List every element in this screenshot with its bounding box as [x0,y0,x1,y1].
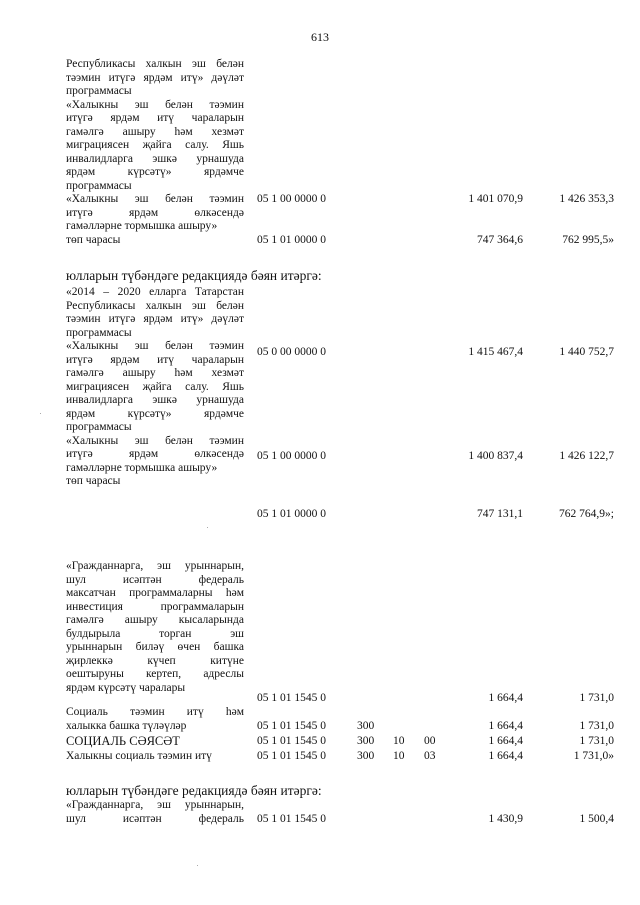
text-line: «Гражданнарга, эш урыннарын, [66,560,244,572]
text-line: урыннарын биләү өчен башка [66,641,244,653]
section-code: 10 [393,735,405,747]
target-code: 05 1 01 1545 0 [257,735,326,747]
amount-2019: 1 415 467,4 [468,346,523,358]
text-line: программасы [66,85,132,97]
social-security-label: Халыкны социаль тәэмин итү [66,750,212,762]
amount-2019: 1 664,4 [488,750,523,762]
amount-2020: 1 731,0 [579,692,614,704]
text-line: оештыруны кертеп, адреслы [66,668,244,680]
text-line: «Халыкны эш белән тәэмин [66,98,244,111]
text-line: максатчан программаларны һәм [66,587,244,599]
instruction-text: юлларын түбәндәге редакциядә бәян итәргә: [66,268,322,283]
scan-speck [207,527,208,528]
text-line: булдырыла торган эш [66,627,244,640]
amount-2020: 1 500,4 [579,813,614,825]
text-line: программасы [66,326,132,339]
social-policy-label: СОЦИАЛЬ СӘЯСӘТ [66,734,180,748]
block1-description [66,58,244,247]
target-code: 05 1 01 1545 0 [257,813,326,825]
block2-description [66,286,244,489]
amount-2019: 1 664,4 [488,735,523,747]
expense-type-code: 300 [357,720,375,732]
subsection-code: 00 [424,735,436,747]
text-line: гамәлләрне тормышка ашыру» [66,220,218,232]
target-code: 05 1 01 1545 0 [257,750,326,762]
target-code: 05 1 00 0000 0 [257,450,326,462]
text-line: инвестиция программаларын [66,600,244,613]
amount-2020: 1 426 122,7 [559,450,614,462]
text-line: «Халыкны эш белән тәэмин [66,434,244,447]
target-code: 05 1 01 0000 0 [257,234,326,246]
text-line: «Халыкны эш белән тәэмин [66,340,244,352]
block4-description [66,799,244,826]
text-line: шул исәптән федераль [66,812,244,825]
text-line: итүгә ярдәм өлкәсендә [66,206,244,219]
amount-2020: 1 731,0» [573,750,614,762]
scan-speck [197,865,198,866]
block3-description [66,560,244,695]
amount-2020: 1 731,0 [579,735,614,747]
amount-2019: 1 400 837,4 [468,450,523,462]
amount-2019: 1 664,4 [488,692,523,704]
amount-2020: 762 764,9»; [559,508,614,520]
text-line: программасы [66,421,132,433]
text-line: төп чарасы [66,475,121,487]
text-line: гамәлгә ашыру һәм хезмәт [66,125,244,138]
amount-2019: 1 401 070,9 [468,193,523,205]
text-line: Республикасы халкын эш белән [66,58,244,70]
subsection-code: 03 [424,750,436,762]
text-line: итүгә ярдәм итү чараларын [66,353,244,366]
text-line: Социаль тәэмин итү һәм [66,706,244,718]
amount-2019: 1 430,9 [488,813,523,825]
amount-2020: 1 440 752,7 [559,346,614,358]
expense-type-code: 300 [357,735,375,747]
text-line: итүгә ярдәм итү чараларын [66,112,244,124]
text-line: инвалидларга эшкә урнашуда [66,152,244,165]
instruction-text: юлларын түбәндәге редакциядә бәян итәргә: [66,783,322,798]
text-line: төп чарасы [66,233,121,246]
text-line: инвалидларга эшкә урнашуда [66,394,244,406]
text-line: гамәлгә ашыру һәм хезмәт [66,367,244,379]
text-line: программасы [66,179,132,192]
text-line: халыкка башка түләүләр [66,719,187,732]
scan-speck [40,413,41,414]
section-code: 10 [393,750,405,762]
text-line: миграциясен җайга салу. Яшь [66,139,244,151]
text-line: «Гражданнарга, эш урыннарын, [66,799,244,811]
social-payments-description [66,706,244,733]
text-line: шул исәптән федераль [66,573,244,586]
text-line: җирлеккә күчеп китүне [66,654,244,667]
target-code: 05 1 00 0000 0 [257,193,326,205]
text-line: миграциясен җайга салу. Яшь [66,380,244,393]
amount-2019: 747 131,1 [477,508,523,520]
text-line: ярдәм күрсәтү чаралары [66,681,186,694]
amount-2020: 1 731,0 [579,720,614,732]
target-code: 05 0 00 0000 0 [257,346,326,358]
text-line: тәэмин итүгә ярдәм итү» дәүләт [66,71,244,84]
amount-2019: 1 664,4 [488,720,523,732]
text-line: гамәлләрне тормышка ашыру» [66,461,218,474]
target-code: 05 1 01 0000 0 [257,508,326,520]
text-line: «2014 – 2020 елларга Татарстан [66,286,244,298]
text-line: ярдәм күрсәтү» ярдәмче [66,166,244,178]
text-line: ярдәм күрсәтү» ярдәмче [66,407,244,420]
target-code: 05 1 01 1545 0 [257,720,326,732]
amount-2020: 1 426 353,3 [559,193,614,205]
target-code: 05 1 01 1545 0 [257,692,326,704]
text-line: «Халыкны эш белән тәэмин [66,193,244,205]
text-line: тәэмин итүгә ярдәм итү» дәүләт [66,313,244,325]
page-number: 613 [311,30,329,44]
text-line: Республикасы халкын эш белән [66,299,244,312]
amount-2019: 747 364,6 [477,234,523,246]
expense-type-code: 300 [357,750,375,762]
text-line: итүгә ярдәм өлкәсендә [66,448,244,460]
amount-2020: 762 995,5» [562,234,614,246]
text-line: гамәлгә ашыру кысаларында [66,614,244,626]
